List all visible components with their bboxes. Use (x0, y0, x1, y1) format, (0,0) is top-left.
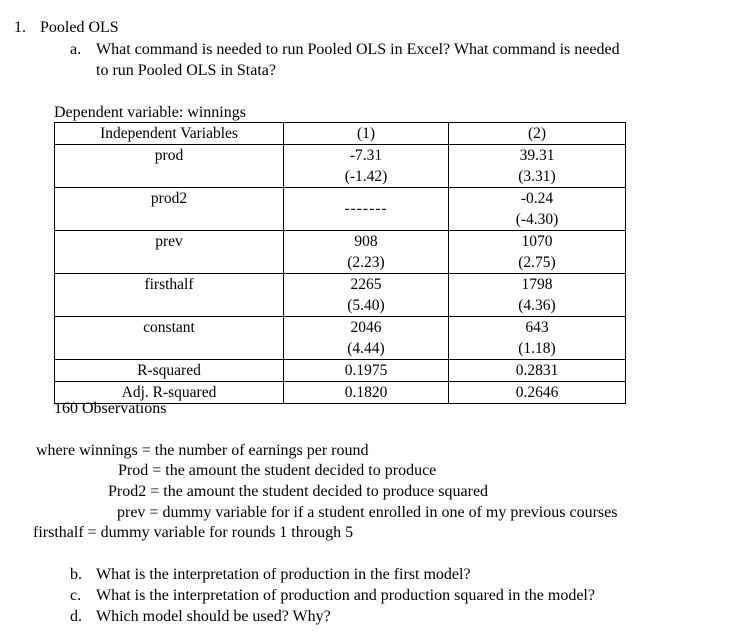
subquestion-d-label: d. (70, 608, 82, 625)
row-label-r-squared: R-squared (137, 362, 201, 379)
subquestion-a-label: a. (70, 41, 82, 58)
stat-firsthalf-m1: (5.40) (347, 297, 385, 314)
stat-prev-m2: (2.75) (518, 254, 556, 271)
coef-prev-m1: 908 (354, 233, 378, 250)
coef-prod2-m1-omitted: ------- (344, 200, 388, 217)
coef-prod-m2: 39.31 (519, 147, 555, 164)
r-squared-m2: 0.2831 (515, 362, 559, 379)
definition-prod2: Prod2 = the amount the student decided to produce squared (108, 483, 489, 500)
coef-constant-m1: 2046 (350, 319, 382, 336)
row-var-prev: prev (155, 233, 183, 250)
stat-firsthalf-m2: (4.36) (518, 297, 556, 314)
question-title: Pooled OLS (40, 19, 119, 36)
stat-constant-m1: (4.44) (347, 340, 385, 357)
stat-prod-m1: (-1.42) (344, 168, 388, 185)
header-independent-variables: Independent Variables (100, 125, 238, 142)
row-var-constant: constant (143, 319, 195, 336)
subquestion-a-text-line2: to run Pooled OLS in Stata? (96, 62, 276, 79)
stat-prod-m2: (3.31) (518, 168, 556, 185)
subquestion-c-label: c. (70, 587, 82, 604)
row-var-prod: prod (154, 147, 184, 164)
definition-prod: Prod = the amount the student decided to produce (118, 462, 437, 479)
observations-count: 160 Observations (54, 400, 167, 417)
definition-firsthalf: firsthalf = dummy variable for rounds 1 through 5 (33, 524, 354, 541)
dependent-variable-label: Dependent variable: winnings (54, 104, 246, 121)
coef-prev-m2: 1070 (521, 233, 553, 250)
subquestion-c-text: What is the interpretation of production and production squared in the model? (96, 587, 595, 604)
table-row (55, 317, 626, 360)
row-var-firsthalf: firsthalf (144, 276, 194, 293)
subquestion-b-text: What is the interpretation of production in the first model? (96, 566, 471, 583)
table-header-row (55, 123, 626, 145)
subquestion-d-text: Which model should be used? Why? (96, 608, 331, 625)
coef-constant-m2: 643 (525, 319, 549, 336)
row-var-prod2: prod2 (150, 190, 188, 207)
subquestion-a-text-line1: What command is needed to run Pooled OLS in Excel? What command is needed (96, 41, 620, 58)
definition-winnings: where winnings = the number of earnings per round (36, 442, 369, 459)
row-label-adj-r-squared: Adj. R-squared (121, 384, 217, 401)
table-row (55, 274, 626, 317)
regression-table (54, 122, 626, 404)
coef-firsthalf-m2: 1798 (521, 276, 553, 293)
coef-prod2-m2: -0.24 (520, 190, 554, 207)
coef-prod-m1: -7.31 (349, 147, 383, 164)
table-row (55, 231, 626, 274)
stat-prod2-m2: (-4.30) (515, 211, 559, 228)
r-squared-m1: 0.1975 (344, 362, 388, 379)
table-row (55, 145, 626, 188)
table-row-r-squared (55, 360, 626, 382)
adj-r-squared-m2: 0.2646 (515, 384, 559, 401)
stat-constant-m2: (1.18) (518, 340, 556, 357)
coef-firsthalf-m1: 2265 (350, 276, 382, 293)
question-number: 1. (14, 19, 26, 36)
subquestion-b-label: b. (70, 566, 82, 583)
header-model-1: (1) (356, 125, 376, 142)
stat-prev-m1: (2.23) (347, 254, 385, 271)
adj-r-squared-m1: 0.1820 (344, 384, 388, 401)
table-row (55, 188, 626, 231)
definition-prev: prev = dummy variable for if a student enrolled in one of my previous courses (117, 504, 618, 521)
header-model-2: (2) (527, 125, 547, 142)
